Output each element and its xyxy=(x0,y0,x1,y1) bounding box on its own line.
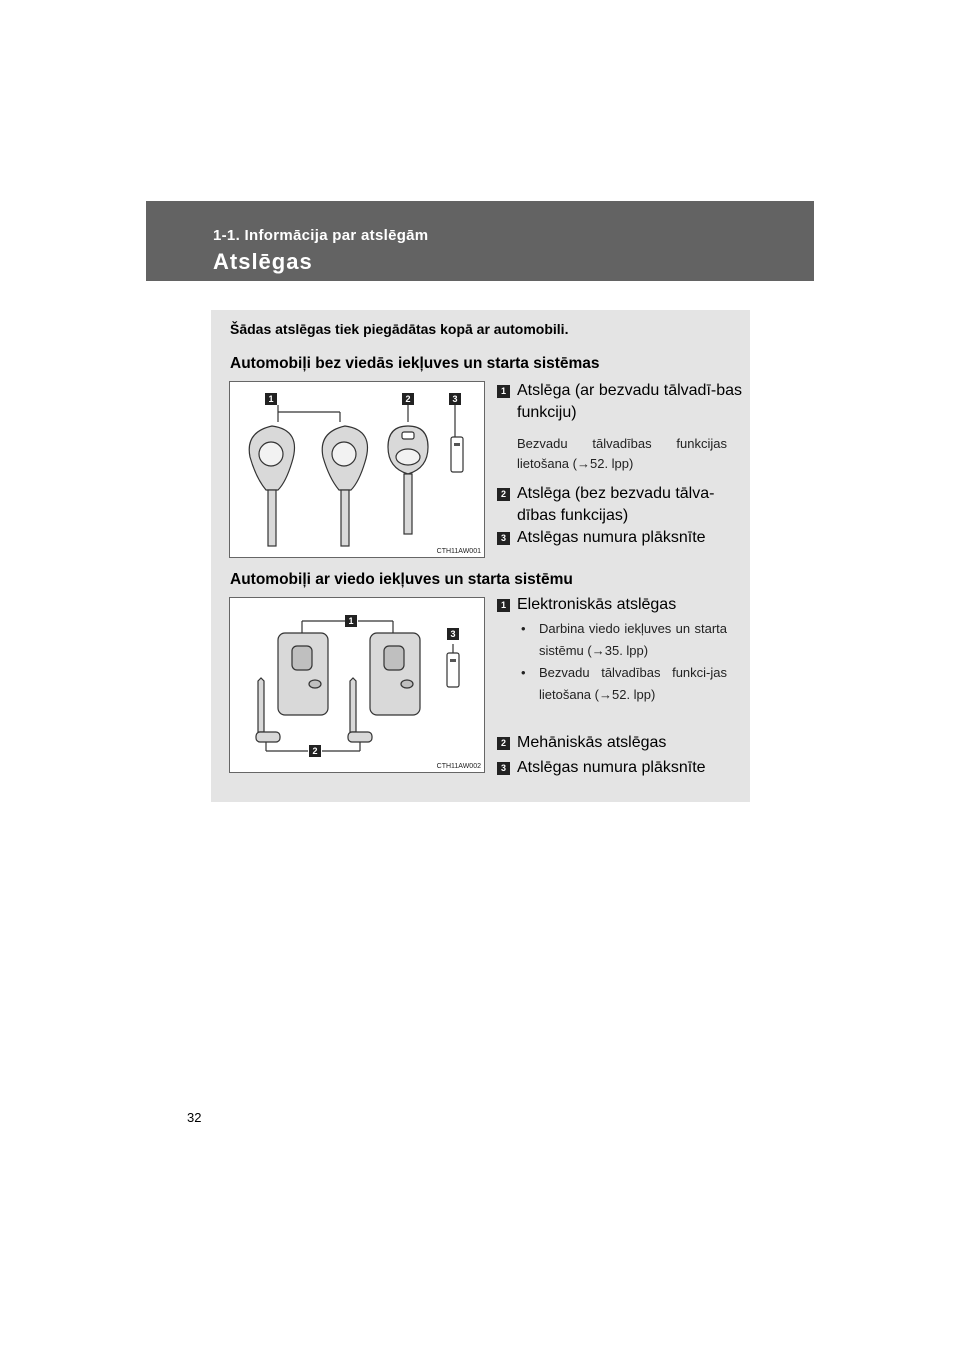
bullet-dot: • xyxy=(521,665,526,680)
figure-marker-2: 2 xyxy=(402,393,414,405)
smart-keys-illustration xyxy=(230,598,486,774)
item-number-badge: 1 xyxy=(497,385,510,398)
section-label: 1-1. Informācija par atslēgām xyxy=(213,227,429,244)
caption-note: Bezvadu tālvadības funkcijas lietošana (→52. lpp) xyxy=(517,436,727,471)
caption-text: Atslēgas numura plāksnīte xyxy=(517,529,706,546)
figure-marker-1: 1 xyxy=(265,393,277,405)
bullet-text: Bezvadu tālvadības funkci-jas lietošana (→52. lpp) xyxy=(539,665,727,702)
caption-item-1 xyxy=(497,594,742,616)
caption-item-3 xyxy=(497,527,742,549)
caption-item-3 xyxy=(497,757,742,779)
section-heading-smart: Automobiļi ar viedo iekļuves un starta sistēmu xyxy=(230,571,573,588)
conventional-keys-illustration xyxy=(230,382,486,559)
caption-text: Atslēga (bez bezvadu tālva-dības funkcijas) xyxy=(517,485,715,524)
item-number-badge: 3 xyxy=(497,532,510,545)
intro-text: Šādas atslēgas tiek piegādātas kopā ar automobili. xyxy=(230,321,569,337)
caption-item-2 xyxy=(497,732,742,754)
keys-figure-conventional xyxy=(229,381,485,558)
caption-item-2 xyxy=(497,483,742,527)
bullet-item-1 xyxy=(521,618,727,662)
figure-marker-1: 1 xyxy=(345,615,357,627)
bullet-text: Darbina viedo iekļuves un starta sistēmu (→35. lpp) xyxy=(539,621,727,658)
item-number-badge: 2 xyxy=(497,737,510,750)
caption-text: Elektroniskās atslēgas xyxy=(517,596,677,613)
figure-marker-2: 2 xyxy=(309,745,321,757)
caption-item-1 xyxy=(497,380,742,424)
item-number-badge: 2 xyxy=(497,488,510,501)
caption-text: Mehāniskās atslēgas xyxy=(517,734,667,751)
figure-code: CTH11AW002 xyxy=(436,763,481,770)
section-heading-no-smart: Automobiļi bez viedās iekļuves un starta sistēmas xyxy=(230,355,600,372)
caption-text: Atslēga (ar bezvadu tālvadī-bas funkciju) xyxy=(517,382,743,421)
item-number-badge: 3 xyxy=(497,762,510,775)
bullet-item-2 xyxy=(521,662,727,706)
figure-marker-3: 3 xyxy=(447,628,459,640)
caption-text: Atslēgas numura plāksnīte xyxy=(517,759,706,776)
item-number-badge: 1 xyxy=(497,599,510,612)
figure-code: CTH11AW001 xyxy=(436,548,481,555)
keys-figure-smart xyxy=(229,597,485,773)
page-title: Atslēgas xyxy=(213,249,313,274)
page-number: 32 xyxy=(187,1110,202,1125)
bullet-dot: • xyxy=(521,621,526,636)
figure-marker-3: 3 xyxy=(449,393,461,405)
chapter-header xyxy=(146,201,814,281)
